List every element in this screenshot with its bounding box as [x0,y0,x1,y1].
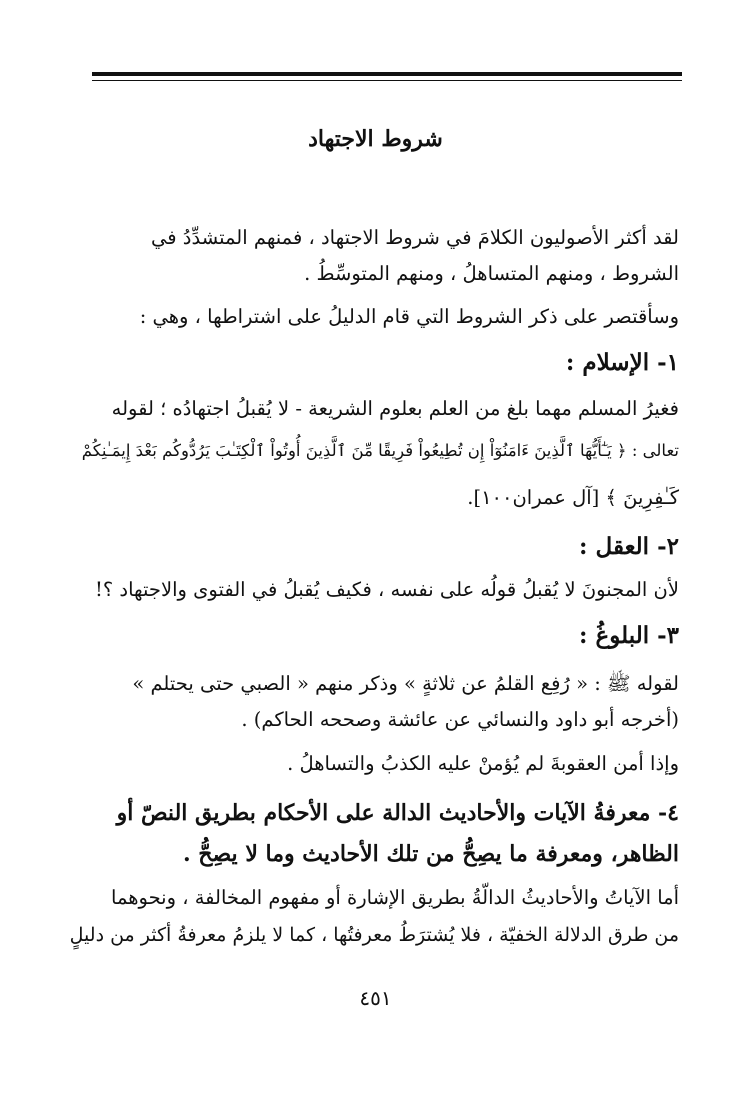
section-heading-islam: ١- الإسلام : [565,349,679,376]
section-bulugh-line-2: (أخرجه أبو داود والنسائي عن عائشة وصححه الحاكم) . [241,708,679,731]
section-marifa-line-1: أما الآياتُ والأحاديثُ الدالّةُ بطريق الإشارة أو مفهوم المخالفة ، ونحوهما [111,886,679,909]
page-number: ٤٥١ [359,986,392,1010]
section-heading-marifa-line-2: الظاهر، ومعرفة ما يصِحُّ من تلك الأحاديث وما لا يصِحُّ . [182,841,679,867]
header-rule-thick [92,72,682,76]
section-heading-bulugh: ٣- البلوغُ : [579,622,679,649]
section-heading-aql: ٢- العقل : [579,533,679,560]
intro-line-1: لقد أكثر الأصوليون الكلامَ في شروط الاجتهاد ، فمنهم المتشدِّدُ في [151,226,679,249]
header-rule-thin [92,80,682,81]
section-aql-line-1: لأن المجنونَ لا يُقبلُ قولُه على نفسه ، فكيف يُقبلُ في الفتوى والاجتهاد ؟! [95,578,679,601]
section-islam-line-1: فغيرُ المسلم مهما بلغ من العلم بعلوم الشريعة - لا يُقبلُ اجتهادُه ؛ لقوله [111,397,679,420]
section-bulugh-line-3: وإذا أمن العقوبةَ لم يُؤمنْ عليه الكذبُ والتساهلُ . [287,752,679,775]
section-islam-line-3: كَـٰفِرِينَ ﴾ [آل عمران١٠٠]. [467,486,679,509]
page-title: شروط الاجتهاد [308,126,443,152]
section-heading-marifa-line-1: ٤- معرفةُ الآيات والأحاديث الدالة على الأحكام بطريق النصّ أو [116,800,679,826]
section-marifa-line-2: من طرق الدلالة الخفيّة ، فلا يُشترَطُ معرفتُها ، كما لا يلزمُ معرفةُ أكثر من دليلٍ [69,924,679,946]
intro-line-2: الشروط ، ومنهم المتساهلُ ، ومنهم المتوسِّطُ . [304,262,679,285]
section-islam-verse-line: تعالى : ﴿ يَـٰٓأَيُّهَا ٱلَّذِينَ ءَامَنُوٓاْ إِن تُطِيعُواْ فَرِيقًا مِّنَ ٱلَّذِينَ أُوتُواْ ٱلْكِتَـٰبَ يَرُدُّوكُم بَعْدَ إِيمَـٰنِكُمْ [81,441,679,460]
intro-line-3: وسأقتصر على ذكر الشروط التي قام الدليلُ على اشتراطها ، وهي : [139,305,679,328]
section-bulugh-line-1: لقوله ﷺ : « رُفِع القلمُ عن ثلاثةٍ » وذكر منهم « الصبي حتى يحتلم » [132,672,679,695]
